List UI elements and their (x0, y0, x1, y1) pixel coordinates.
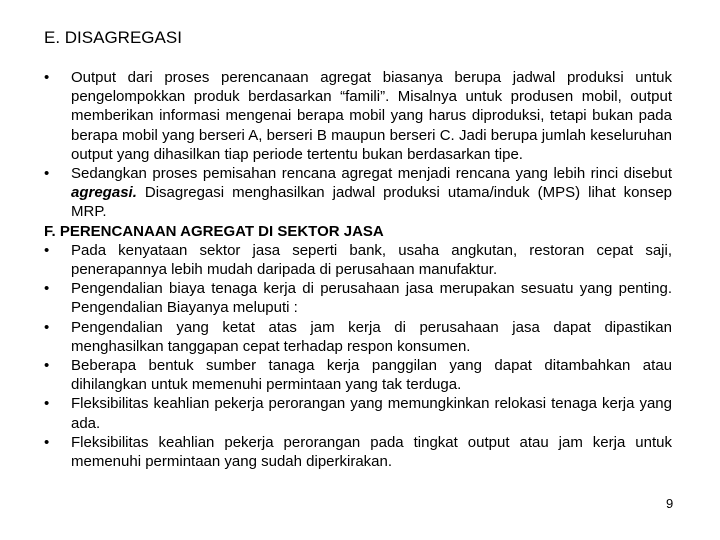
item-text: Pengendalian biaya tenaga kerja di perusahaan jasa merupakan sesuatu yang penting. Pengendalian Biayanya meluputi : (71, 280, 672, 317)
list-item (44, 394, 672, 432)
emphasized-term: agregasi. (71, 184, 137, 202)
page-number: 9 (666, 496, 674, 511)
list-item (44, 356, 672, 394)
slide-content (44, 68, 672, 471)
list-item (44, 68, 672, 164)
list-item (44, 241, 672, 279)
bullet-icon: • (44, 165, 50, 183)
item-text: Beberapa bentuk sumber tanaga kerja panggilan yang dapat ditambahkan atau dihilangkan untuk memenuhi permintaan yang tak terduga. (71, 357, 672, 394)
item-text: Disagregasi menghasilkan jadwal produksi utama/induk (MPS) lihat konsep MRP. (71, 184, 672, 221)
bullet-icon: • (44, 433, 50, 451)
section-heading-disagregasi: E. DISAGREGASI (44, 28, 182, 47)
list-item (44, 279, 672, 317)
list-item (44, 164, 672, 222)
item-text: Fleksibilitas keahlian pekerja perorangan pada tingkat output atau jam kerja untuk memenuhi permintaan yang sudah diperkirakan. (71, 433, 672, 471)
bullet-icon: • (44, 357, 50, 375)
bullet-icon: • (44, 280, 50, 298)
item-text: Pengendalian yang ketat atas jam kerja di perusahaan jasa dapat dipastikan menghasilkan tanggapan cepat terhadap respon konsumen. (71, 318, 672, 355)
bullet-icon: • (44, 241, 50, 259)
item-text: Output dari proses perencanaan agregat biasanya berupa jadwal produksi untuk pengelompokkan produk berdasarkan “famili”. Misalnya untuk produsen mobil, output memberikan informasi mengenai berapa mobil yang harus diproduksi, tetapi bukan pada berapa mobil yang berseri A, berseri B maupun berseri C. Jadi berupa jumlah keseluruhan output yang dihasilkan tiap periode tertentu bukan berdasarkan tipe. (71, 69, 672, 163)
list-item (44, 433, 672, 471)
section-heading-jasa: F. PERENCANAAN AGREGAT DI SEKTOR JASA (44, 222, 384, 240)
bullet-icon: • (44, 318, 50, 336)
bullet-icon: • (44, 69, 50, 86)
item-text: Fleksibilitas keahlian pekerja perorangan yang memungkinkan relokasi tenaga kerja yang ada. (71, 395, 672, 432)
item-text: Sedangkan proses pemisahan rencana agregat menjadi rencana yang lebih rinci disebut (71, 165, 672, 183)
item-text: Pada kenyataan sektor jasa seperti bank, usaha angkutan, restoran cepat saji, penerapannya lebih mudah daripada di perusahaan manufaktur. (71, 241, 672, 279)
list-item (44, 318, 672, 356)
bullet-icon: • (44, 395, 50, 413)
